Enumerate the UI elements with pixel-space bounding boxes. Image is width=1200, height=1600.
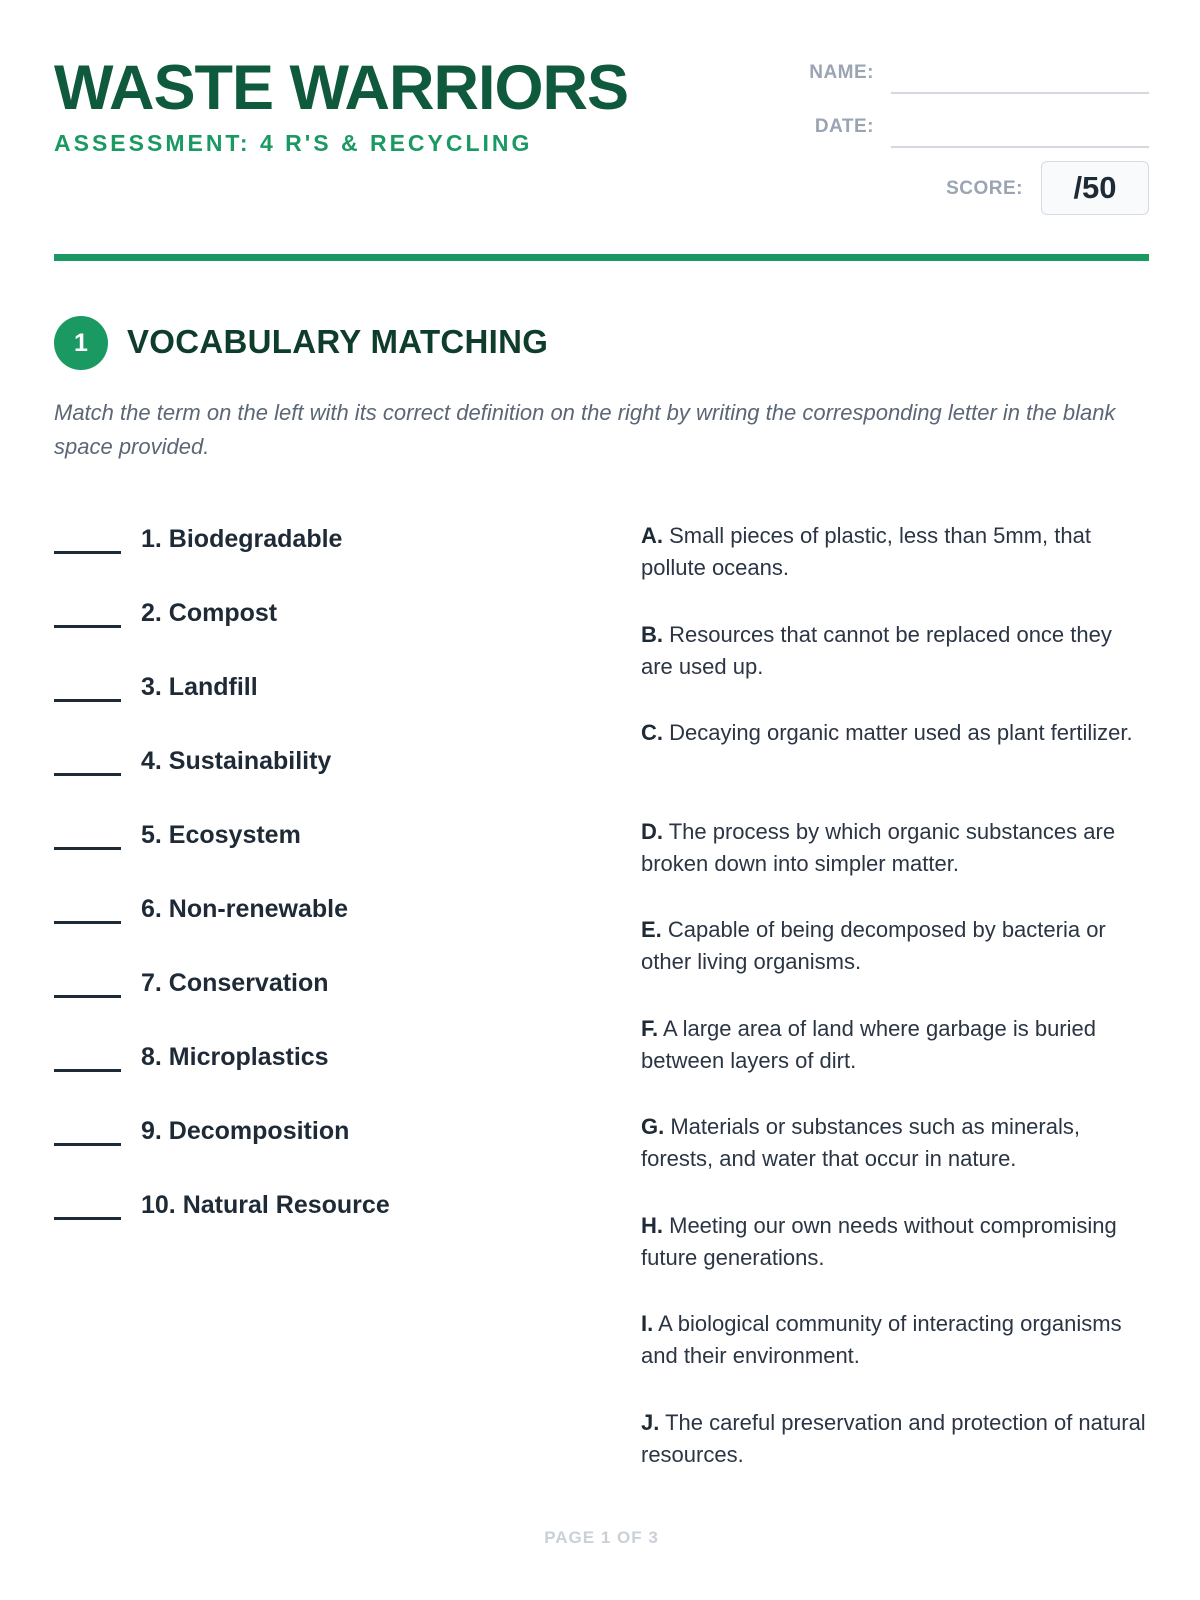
term-label: 3. Landfill: [141, 673, 258, 701]
definition-text: Materials or substances such as minerals, forests, and water that occur in nature.: [641, 1114, 1080, 1171]
term-label: 9. Decomposition: [141, 1117, 350, 1145]
term-label: 8. Microplastics: [141, 1043, 329, 1071]
definition-letter: B.: [641, 622, 663, 647]
definition-text: Resources that cannot be replaced once they are used up.: [641, 622, 1112, 679]
term-item-4: [54, 747, 574, 787]
definition-g: [641, 1111, 1149, 1175]
term-item-6: [54, 895, 574, 935]
definition-letter: H.: [641, 1213, 663, 1238]
answer-blank[interactable]: [54, 921, 121, 924]
header-divider: [54, 254, 1149, 261]
date-field[interactable]: [891, 146, 1149, 148]
answer-blank[interactable]: [54, 773, 121, 776]
definition-j: [641, 1407, 1149, 1471]
worksheet-subtitle: ASSESSMENT: 4 R'S & RECYCLING: [54, 130, 533, 156]
answer-blank[interactable]: [54, 1217, 121, 1220]
section-instructions: Match the term on the left with its correct definition on the right by writing the corresponding letter in the blank space provided.: [54, 400, 1116, 459]
definition-d: [641, 816, 1149, 880]
term-item-1: [54, 525, 574, 565]
definition-text: Small pieces of plastic, less than 5mm, that pollute oceans.: [641, 523, 1091, 580]
term-item-8: [54, 1043, 574, 1083]
definition-i: [641, 1308, 1149, 1372]
definition-letter: J.: [641, 1410, 660, 1435]
definition-letter: E.: [641, 917, 662, 942]
term-item-2: [54, 599, 574, 639]
term-label: 4. Sustainability: [141, 747, 332, 775]
answer-blank[interactable]: [54, 1143, 121, 1146]
section-number-badge: 1: [54, 316, 108, 370]
term-item-7: [54, 969, 574, 1009]
answer-blank[interactable]: [54, 551, 121, 554]
answer-blank[interactable]: [54, 847, 121, 850]
definition-text: A large area of land where garbage is buried between layers of dirt.: [641, 1016, 1096, 1073]
term-label: 2. Compost: [141, 599, 278, 627]
worksheet-page: [54, 0, 1149, 1600]
term-item-9: [54, 1117, 574, 1157]
term-label: 7. Conservation: [141, 969, 329, 997]
term-label: 10. Natural Resource: [141, 1191, 390, 1219]
worksheet-title: WASTE WARRIORS: [54, 53, 629, 123]
definition-e: [641, 914, 1149, 978]
answer-blank[interactable]: [54, 1069, 121, 1072]
definition-text: Decaying organic matter used as plant fertilizer.: [669, 720, 1133, 745]
term-item-10: [54, 1191, 574, 1231]
definition-letter: A.: [641, 523, 663, 548]
definition-text: The process by which organic substances are broken down into simpler matter.: [641, 819, 1116, 876]
definition-h: [641, 1210, 1149, 1274]
definition-letter: D.: [641, 819, 663, 844]
answer-blank[interactable]: [54, 625, 121, 628]
definition-text: A biological community of interacting organisms and their environment.: [641, 1311, 1122, 1368]
section-title: VOCABULARY MATCHING: [127, 323, 549, 360]
name-label: NAME:: [809, 62, 874, 83]
definition-letter: F.: [641, 1016, 659, 1041]
name-field[interactable]: [891, 92, 1149, 94]
date-label: DATE:: [814, 116, 874, 137]
term-item-5: [54, 821, 574, 861]
definition-text: Meeting our own needs without compromising future generations.: [641, 1213, 1117, 1270]
term-item-3: [54, 673, 574, 713]
definition-text: Capable of being decomposed by bacteria or other living organisms.: [641, 917, 1106, 974]
definition-text: The careful preservation and protection of natural resources.: [641, 1410, 1146, 1467]
term-label: 1. Biodegradable: [141, 525, 343, 553]
definition-c: [641, 717, 1149, 749]
definition-letter: G.: [641, 1114, 665, 1139]
definition-f: [641, 1013, 1149, 1077]
score-label: SCORE:: [946, 178, 1023, 199]
definition-letter: C.: [641, 720, 663, 745]
definition-b: [641, 619, 1149, 683]
answer-blank[interactable]: [54, 699, 121, 702]
definition-letter: I.: [641, 1311, 654, 1336]
term-label: 6. Non-renewable: [141, 895, 348, 923]
definition-a: [641, 520, 1149, 584]
page-number: PAGE 1 OF 3: [544, 1528, 659, 1547]
term-label: 5. Ecosystem: [141, 821, 301, 849]
answer-blank[interactable]: [54, 995, 121, 998]
score-box[interactable]: /50: [1041, 161, 1149, 215]
